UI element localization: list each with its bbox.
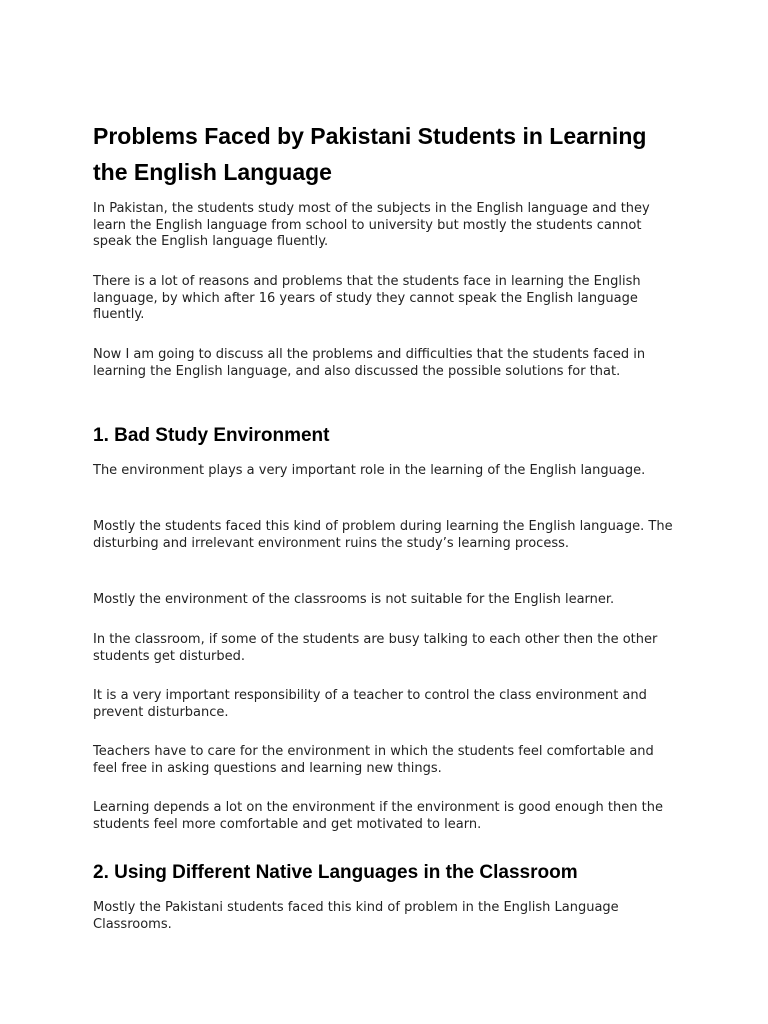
section-2-heading: 2. Using Different Native Languages in the Classroom [93, 862, 578, 883]
section-2-paragraph-1: Mostly the Pakistani students faced this kind of problem in the English Language Classrooms. [93, 900, 619, 932]
section-1-paragraph-1: The environment plays a very important role in the learning of the English language. [93, 463, 646, 478]
section-1-paragraph-5: It is a very important responsibility of a teacher to control the class environment and prevent disturbance. [93, 688, 647, 720]
section-1-paragraph-3: Mostly the environment of the classrooms is not suitable for the English learner. [93, 592, 615, 607]
section-1-paragraph-6: Teachers have to care for the environment in which the students feel comfortable and feel free in asking questions and learning new things. [93, 744, 654, 776]
intro-paragraph-1: In Pakistan, the students study most of the subjects in the English language and they learn the English language from school to university but mostly the students cannot speak the English language fluently. [93, 201, 650, 250]
intro-paragraph-2: There is a lot of reasons and problems that the students face in learning the English language, by which after 16 years of study they cannot speak the English language fluently. [93, 274, 641, 323]
section-1-paragraph-4: In the classroom, if some of the students are busy talking to each other then the other students get disturbed. [93, 632, 658, 664]
intro-paragraph-3: Now I am going to discuss all the problems and difficulties that the students faced in learning the English language, and also discussed the possible solutions for that. [93, 347, 646, 379]
section-1-heading: 1. Bad Study Environment [93, 425, 330, 446]
section-1-paragraph-7: Learning depends a lot on the environment if the environment is good enough then the students feel more comfortable and get motivated to learn. [93, 800, 663, 832]
document-title: Problems Faced by Pakistani Students in Learning the English Language [93, 123, 647, 185]
section-1-paragraph-2: Mostly the students faced this kind of problem during learning the English language. The disturbing and irrelevant environment ruins the study’s learning process. [93, 519, 673, 551]
